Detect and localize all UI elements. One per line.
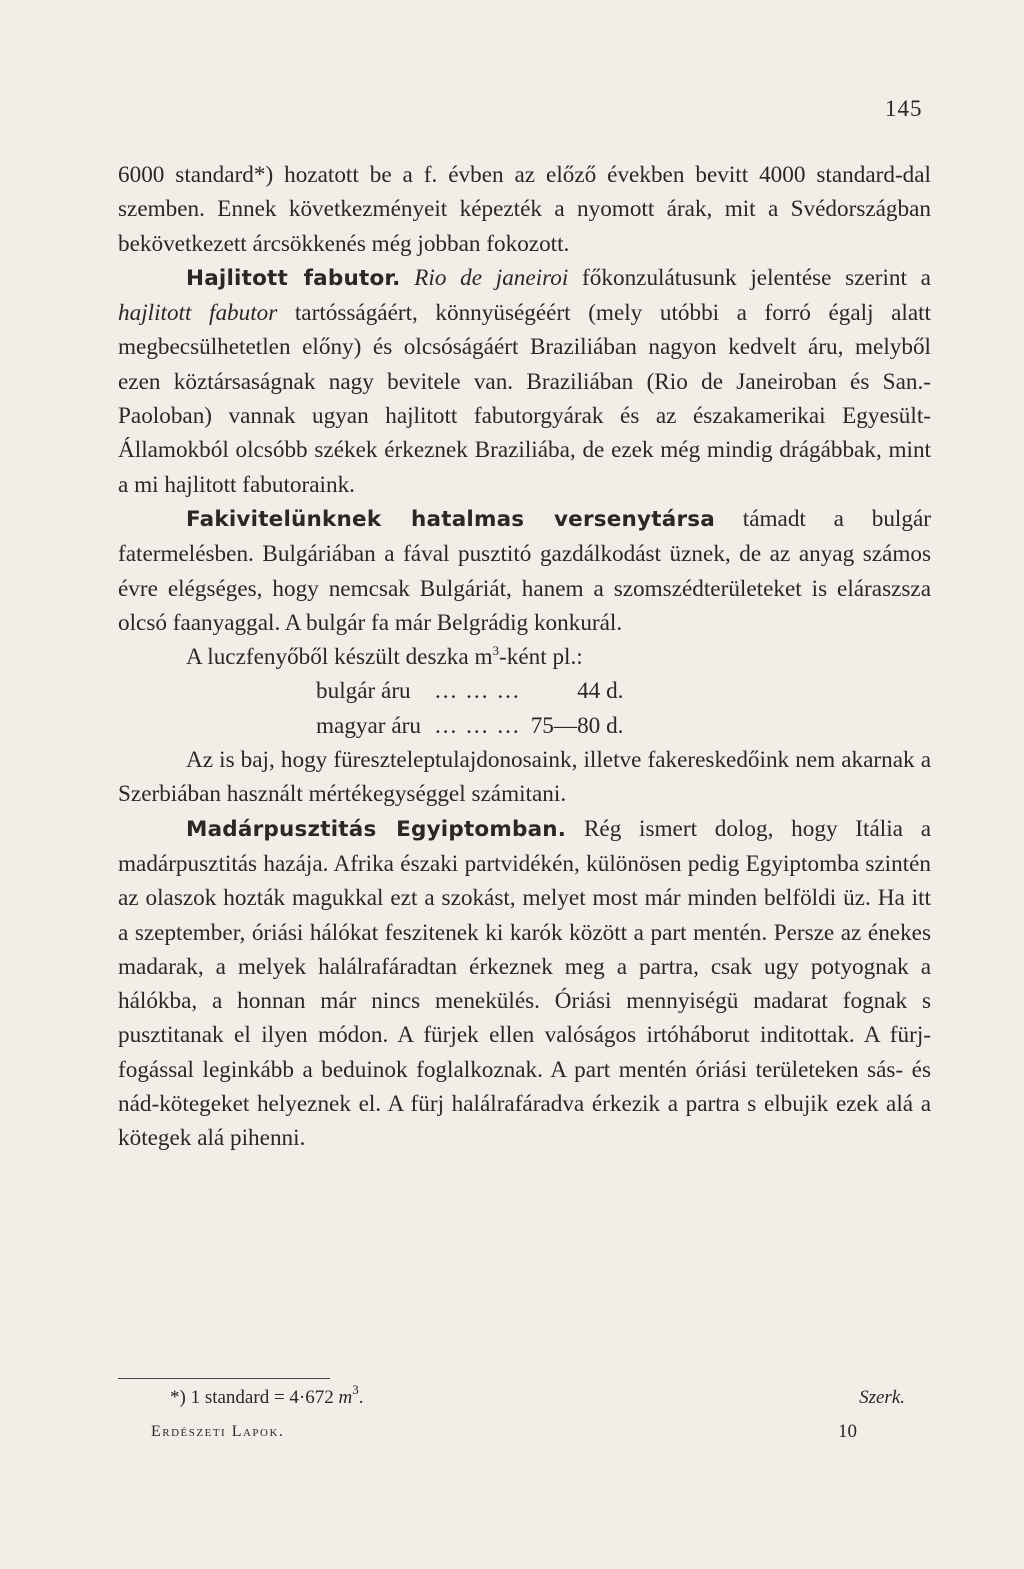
- footnote: [170, 1384, 905, 1412]
- price-row-bulgarian: [316, 674, 623, 708]
- price-table: [316, 674, 623, 743]
- price-value: 75—80 d.: [530, 712, 624, 739]
- price-value: 44 d.: [577, 678, 624, 705]
- price-leader-dots: ... ... ...: [434, 712, 521, 739]
- italic-rio: Rio de janeiroi: [414, 264, 569, 291]
- footnote-superscript: 3: [352, 1382, 359, 1397]
- text-bulgarian: támadt a bulgár fatermelésben. Bulgáriában a fával pusztitó gazdálkodást üznek, de az anyag számos évre elégséges, hogy nemcsak Bulgáriát, hanem a szomszédterületeket is eláraszsza olcsó faanyaggal. A bulgár fa már Belgrádig konkurál.: [118, 505, 931, 636]
- body-text: [118, 158, 931, 1156]
- footnote-signature: Szerk.: [859, 1387, 905, 1408]
- footnote-divider: [118, 1378, 330, 1379]
- paragraph-bentwood-furniture: [118, 261, 931, 502]
- price-leader-dots: ... ... ...: [434, 678, 521, 705]
- superscript-3: 3: [492, 643, 499, 659]
- footnote-end: .: [358, 1387, 364, 1408]
- text-spruce-before: A luczfenyőből készült deszka m: [186, 644, 493, 671]
- heading-bulgarian-competition: Fakivitelünknek hatalmas versenytársa: [186, 506, 715, 532]
- paragraph-standard-import: 6000 standard*) hozatott be a f. évben az előző években bevitt 4000 standard-dal szemben. Ennek következményeit képezték a nyomott árak, mit a Svédországban bekövetkezett árcsökkenés még jobban fokozott.: [118, 162, 931, 257]
- journal-title: Erdészeti Lapok.: [151, 1423, 285, 1440]
- footnote-unit: m: [338, 1387, 353, 1408]
- paragraph-bulgarian-competition: [118, 502, 931, 640]
- paragraph-sawmill-owners: Az is baj, hogy füreszteleptulajdonosaink, illetve fakereskedőink nem akarnak a Szerbiában használt mértékegységgel számitani.: [118, 747, 931, 808]
- page-number: 145: [885, 96, 923, 121]
- text-bird-destruction: Rég ismert dolog, hogy Itália a madárpusztitás hazája. Afrika északi partvidékén, különösen pedig Egyiptomba szintén az olaszok hozták magukkal ezt a szokást, melyet most már minden belföldi üz. Ha itt a szeptember, óriási hálókat feszitenek ki karók között a part mentén. Persze az énekes madarak, a melyek halálrafáradtan érkeznek meg a partra, csak ugy potyognak a hálókba, a honnan már nincs menekülés. Óriási mennyiségü madarat fognak s pusztitanak el ilyen módon. A fürjek ellen valóságos irtóháborut inditottak. A fürj-fogással leginkább a beduinok foglalkoznak. A part mentén óriási területeken sás- és nád-kötegeket helyeznek el. A fürj halálrafáradva érkezik a partra s elbujik ezek alá a kötegek alá pihenni.: [118, 815, 931, 1152]
- paragraph-spruce-board: [118, 640, 931, 674]
- heading-bird-destruction: Madárpusztitás Egyiptomban.: [186, 816, 567, 842]
- price-row-hungarian: [316, 709, 623, 743]
- text-spruce-after: -ként pl.:: [499, 644, 583, 671]
- text-brazil: tartósságáért, könnyüségéért (mely utóbbi a forró égalj alatt megbecsülhetetlen előny) és olcsóságáért Braziliában nagyon kedvelt áru, melyből ezen köztársaságnak nagy bevitele van. Braziliában (Rio de Janeiroban és San.-Paoloban) vannak ugyan hajlitott fabutorgyárak és az északamerikai Egyesült-Államokból olcsóbb székek érkeznek Braziliába, de ezek még mindig drágábbak, mint a mi hajlitott fabutoraink.: [118, 300, 932, 498]
- signature-number: 10: [838, 1421, 857, 1442]
- italic-bentwood: hajlitott fabutor: [118, 300, 278, 327]
- price-label: magyar áru: [316, 712, 421, 739]
- heading-bentwood-furniture: Hajlitott fabutor.: [186, 265, 401, 291]
- footnote-text: *) 1 standard = 4·672: [170, 1387, 339, 1408]
- text-consulate: főkonzulátusunk jelentése szerint a: [568, 264, 931, 291]
- price-label: bulgár áru: [316, 678, 411, 705]
- paragraph-bird-destruction: [118, 812, 931, 1156]
